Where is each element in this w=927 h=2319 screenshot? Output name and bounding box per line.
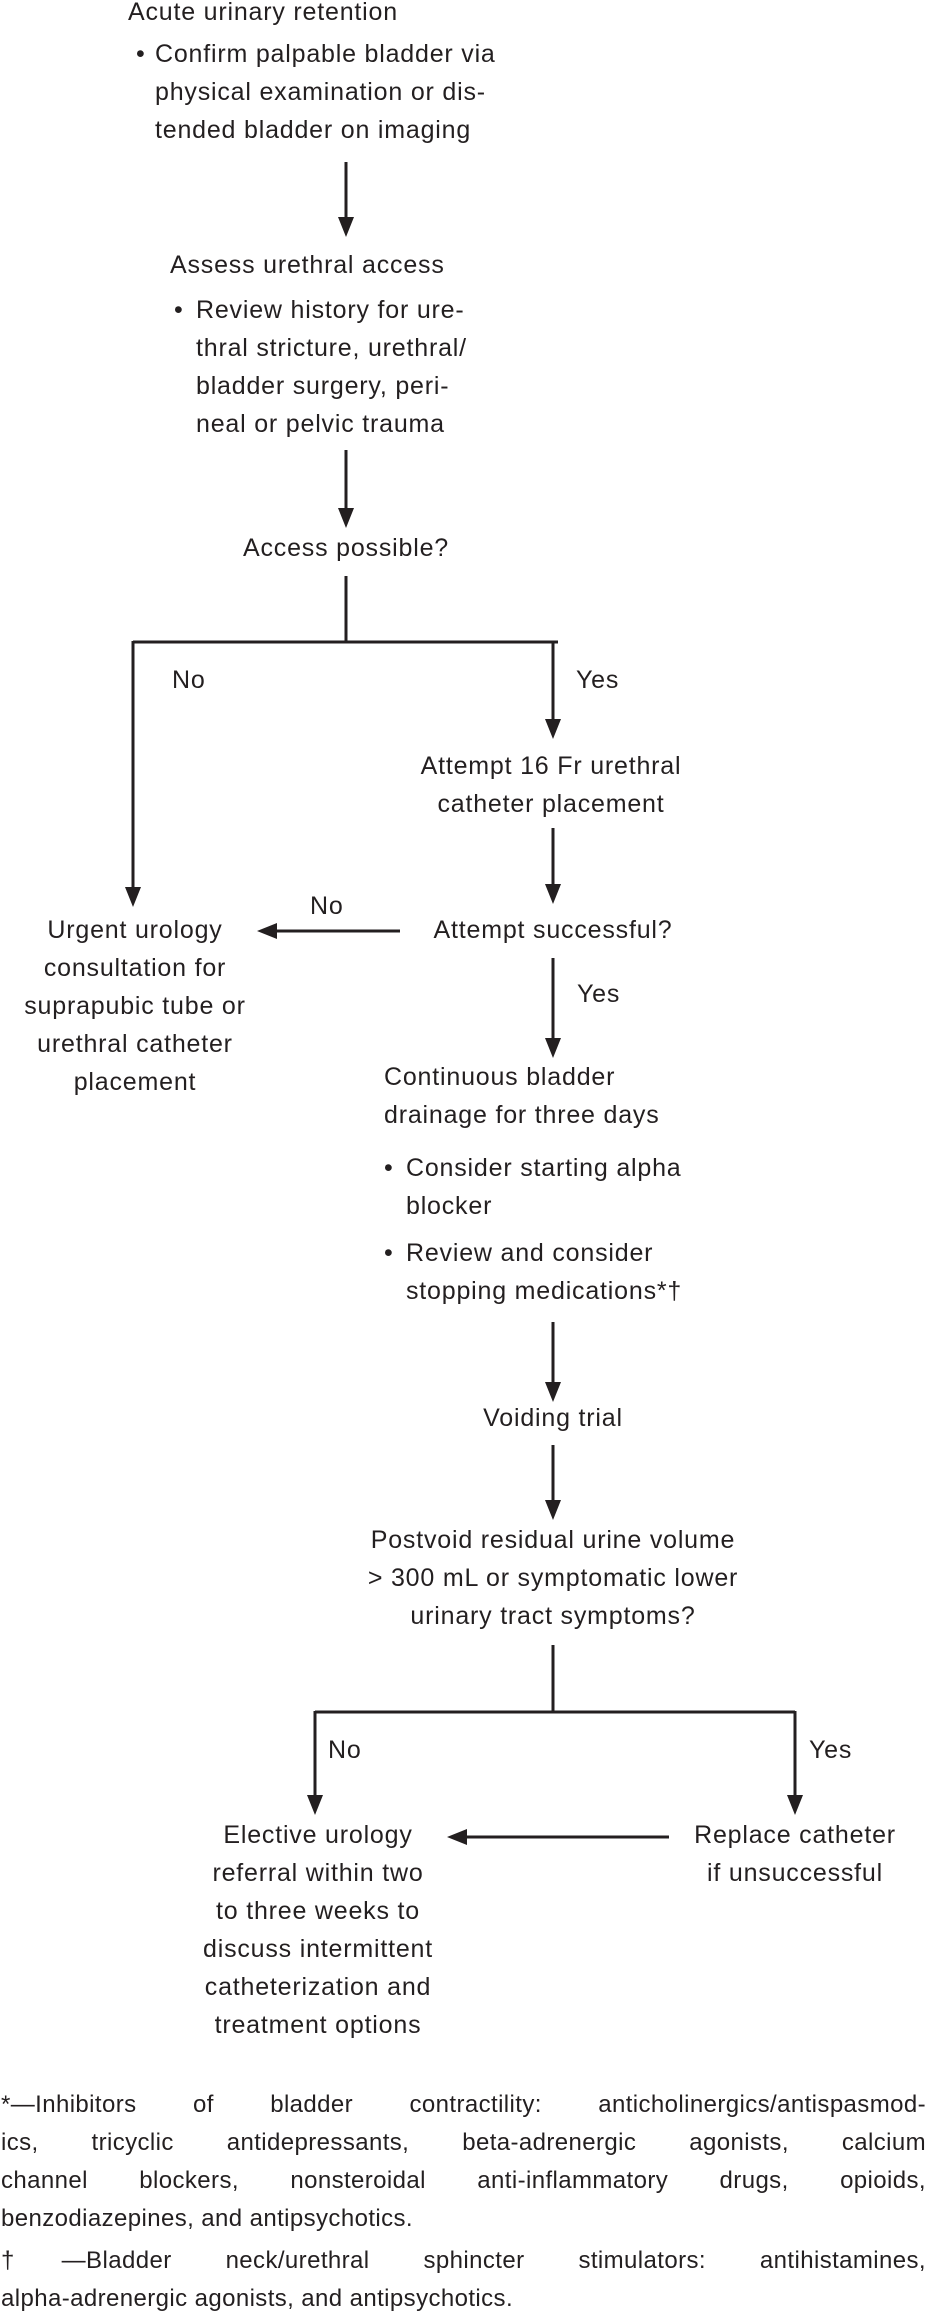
footnote-asterisk-line: ics, tricyclic antidepressants, beta-adrenergic agonists, calcium [1, 2129, 926, 2156]
node-urgent-urology-line: consultation for [43, 954, 227, 982]
node-attempt-catheter-line: Attempt 16 Fr urethral [420, 752, 682, 780]
node-access-possible-question: Access possible? [243, 534, 449, 562]
bullet-icon: • [384, 1239, 393, 1267]
branch2-stem-line [552, 1645, 555, 1711]
branch1-horizontal-line [133, 641, 558, 644]
node-acute-bullet-line: tended bladder on imaging [155, 116, 472, 144]
branch2-no-line [314, 1711, 317, 1795]
arrow-voiding-to-postvoid-line [552, 1445, 555, 1500]
node-replace-catheter-line: Replace catheter [694, 1821, 896, 1849]
arrow-assess-to-access-line [345, 450, 348, 508]
node-voiding-trial: Voiding trial [483, 1404, 623, 1432]
drainage-bullet-line: Review and consider [406, 1239, 654, 1267]
node-assess-bullet-line: Review history for ure- [196, 296, 465, 324]
branch1-no-label: No [172, 666, 206, 694]
node-urgent-urology [24, 911, 245, 1101]
branch2-no-head [307, 1795, 323, 1815]
node-continuous-drainage-bullet1 [406, 1149, 682, 1225]
branch2-no-label: No [328, 1736, 362, 1764]
arrow-replace-to-elective-head [447, 1829, 467, 1845]
arrow-catheter-to-successful-line [552, 828, 555, 884]
branch2-horizontal-line [315, 1711, 795, 1714]
node-urgent-urology-line: suprapubic tube or [24, 992, 246, 1020]
node-urgent-urology-line: urethral catheter [37, 1030, 233, 1058]
attempt-yes-label: Yes [577, 980, 621, 1008]
node-acute-title: Acute urinary retention [128, 0, 398, 26]
drainage-bullet-line: blocker [406, 1192, 493, 1220]
node-continuous-drainage [384, 1058, 660, 1134]
node-assess-bullet-line: neal or pelvic trauma [196, 410, 445, 438]
branch1-stem-line [345, 576, 348, 642]
node-replace-catheter-line: if unsuccessful [707, 1859, 883, 1887]
node-elective-urology [203, 1816, 433, 2044]
node-assess-title: Assess urethral access [170, 251, 445, 279]
node-attempt-catheter [421, 747, 682, 823]
branch2-yes-label: Yes [809, 1736, 853, 1764]
node-assess-bullet [196, 291, 467, 443]
node-attempt-catheter-line: catheter placement [437, 790, 665, 818]
node-acute-bullet-line: Confirm palpable bladder via [155, 40, 496, 68]
node-elective-urology-line: catheterization and [204, 1973, 432, 2001]
node-acute-bullet-line: physical examination or dis- [155, 78, 486, 106]
branch1-yes-label: Yes [576, 666, 620, 694]
branch1-no-line [132, 641, 135, 887]
footnote-dagger-line: †—Bladder neck/urethral sphincter stimulators: antihistamines, [1, 2247, 926, 2274]
branch2-yes-line [794, 1711, 797, 1795]
footnote-dagger [1, 2242, 926, 2318]
node-elective-urology-line: discuss intermittent [203, 1935, 433, 1963]
node-elective-urology-line: to three weeks to [216, 1897, 420, 1925]
node-acute-bullet [155, 35, 496, 149]
footnote-asterisk-line: channel blockers, nonsteroidal anti-inflammatory drugs, opioids, [1, 2167, 926, 2194]
arrow-assess-to-access-head [338, 508, 354, 528]
node-postvoid-line: Postvoid residual urine volume [370, 1526, 736, 1554]
node-urgent-urology-line: placement [73, 1068, 197, 1096]
bullet-icon: • [384, 1154, 393, 1182]
footnote-dagger-line: alpha-adrenergic agonists, and antipsychotics. [1, 2285, 514, 2312]
footnote-asterisk-line: benzodiazepines, and antipsychotics. [1, 2205, 413, 2232]
node-continuous-drainage-line: drainage for three days [384, 1101, 660, 1129]
node-assess-bullet-line: bladder surgery, peri- [196, 372, 450, 400]
arrow-replace-to-elective-line [465, 1836, 669, 1839]
attempt-no-label: No [310, 892, 344, 920]
drainage-bullet-line: stopping medications*† [406, 1277, 683, 1305]
attempt-no-arrow-head [257, 923, 277, 939]
node-continuous-drainage-bullet2 [406, 1234, 682, 1310]
branch1-yes-head [545, 719, 561, 739]
branch1-no-head [125, 887, 141, 907]
bullet-icon: • [174, 296, 183, 324]
bullet-icon: • [136, 40, 145, 68]
arrow-catheter-to-successful-head [545, 884, 561, 904]
branch1-yes-line [552, 641, 555, 719]
arrow-voiding-to-postvoid-head [545, 1500, 561, 1520]
footnote-asterisk-line: *—Inhibitors of bladder contractility: anticholinergics/antispasmod- [1, 2091, 926, 2118]
branch2-yes-head [787, 1795, 803, 1815]
attempt-yes-arrow-head [545, 1038, 561, 1058]
node-assess-bullet-line: thral stricture, urethral/ [196, 334, 467, 362]
node-attempt-successful-question: Attempt successful? [433, 916, 673, 944]
node-continuous-drainage-line: Continuous bladder [384, 1063, 616, 1091]
footnote-asterisk [1, 2086, 926, 2238]
node-urgent-urology-line: Urgent urology [47, 916, 223, 944]
node-replace-catheter [694, 1816, 896, 1892]
arrow-drainage-to-voiding-line [552, 1322, 555, 1382]
node-elective-urology-line: Elective urology [223, 1821, 413, 1849]
node-postvoid-line: urinary tract symptoms? [410, 1602, 696, 1630]
node-elective-urology-line: treatment options [214, 2011, 422, 2039]
arrow-acute-to-assess-line [345, 162, 348, 217]
node-postvoid-line: > 300 mL or symptomatic lower [367, 1564, 739, 1592]
drainage-bullet-line: Consider starting alpha [406, 1154, 682, 1182]
attempt-yes-arrow-line [552, 958, 555, 1038]
arrow-acute-to-assess-head [338, 217, 354, 237]
attempt-no-arrow-line [275, 930, 400, 933]
node-postvoid-question [368, 1521, 738, 1635]
node-elective-urology-line: referral within two [212, 1859, 424, 1887]
